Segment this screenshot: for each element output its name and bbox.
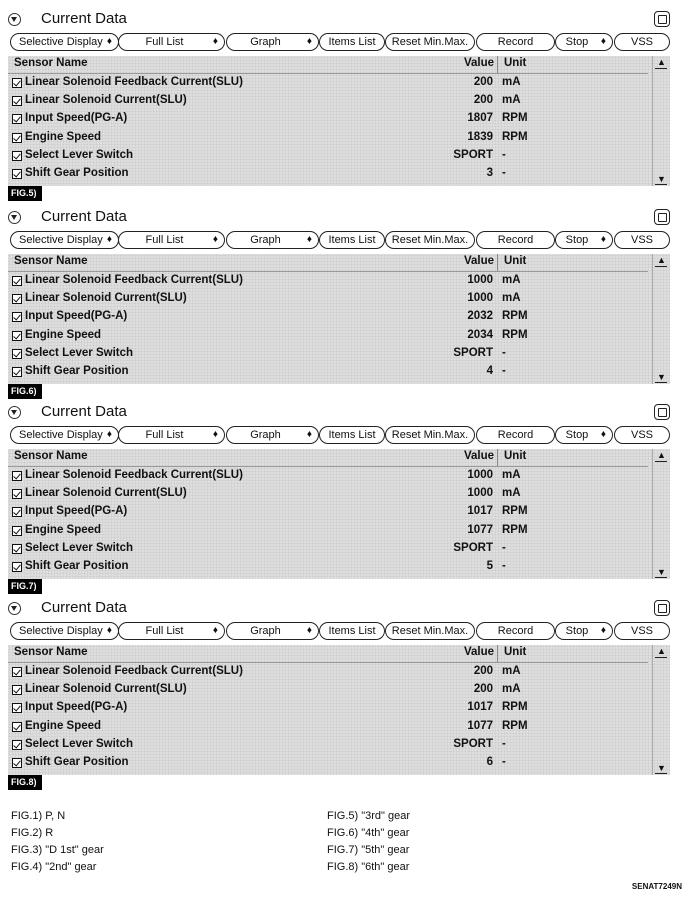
up-down-arrow-icon: ♦ (306, 625, 312, 636)
sensor-value: SPORT (453, 346, 493, 359)
caption-fig2: FIG.2) R (11, 827, 54, 839)
window-restore-icon[interactable] (654, 209, 670, 225)
table-row[interactable] (8, 682, 648, 700)
toolbar (8, 231, 670, 250)
current-data-panel (8, 10, 670, 198)
column-divider[interactable] (497, 254, 498, 271)
items-list-button-label: Items List (328, 36, 376, 48)
grid-header (8, 56, 648, 74)
sensor-name: Input Speed(PG-A) (25, 701, 128, 714)
sensor-unit: RPM (502, 523, 528, 536)
sensor-unit: mA (502, 274, 521, 286)
sensor-value: 1017 (467, 701, 493, 714)
table-row[interactable] (8, 93, 648, 111)
table-row[interactable] (8, 309, 648, 327)
figure-tag: FIG.7) (8, 579, 42, 594)
scroll-down-arrow-icon[interactable]: ▼ (657, 763, 666, 773)
grid-header (8, 254, 648, 272)
toolbar (8, 426, 670, 445)
table-row[interactable] (8, 523, 648, 541)
table-row[interactable] (8, 468, 648, 486)
stop-dropdown[interactable] (555, 33, 613, 51)
table-row[interactable] (8, 559, 648, 577)
sensor-value: 2034 (467, 328, 493, 341)
table-row[interactable] (8, 700, 648, 718)
figure-tag: FIG.6) (8, 384, 42, 399)
items-list-button[interactable] (319, 231, 385, 249)
sensor-value: 1017 (467, 505, 493, 518)
checkbox-checked-icon[interactable] (12, 133, 22, 143)
up-down-arrow-icon: ♦ (306, 429, 312, 440)
selective-display-dropdown[interactable] (10, 622, 119, 640)
sensor-unit: RPM (502, 328, 528, 341)
graph-dropdown-label: Graph (250, 36, 281, 48)
sensor-unit: - (502, 756, 506, 768)
column-divider[interactable] (497, 645, 498, 662)
table-row[interactable] (8, 664, 648, 682)
up-down-arrow-icon: ♦ (600, 429, 606, 440)
sensor-name: Linear Solenoid Feedback Current(SLU) (25, 76, 243, 88)
sensor-value: 1077 (467, 719, 493, 732)
checkbox-checked-icon[interactable] (12, 471, 22, 481)
caption-fig7: FIG.7) "5th" gear (327, 844, 410, 856)
panel-title: Current Data (41, 10, 127, 27)
checkbox-checked-icon[interactable] (12, 489, 22, 499)
checkbox-checked-icon[interactable] (12, 685, 22, 695)
caption-fig4: FIG.4) "2nd" gear (11, 861, 97, 873)
up-down-arrow-icon: ♦ (212, 36, 218, 47)
up-down-arrow-icon: ♦ (106, 429, 112, 440)
items-list-button-label: Items List (328, 234, 376, 246)
sensor-unit: - (502, 365, 506, 377)
document-code: SENAT7249N (631, 882, 682, 891)
scroll-down-arrow-icon[interactable]: ▼ (657, 567, 666, 577)
col-sensor-name[interactable]: Sensor Name (14, 450, 88, 462)
record-button[interactable] (476, 231, 555, 249)
sensor-unit: RPM (502, 505, 528, 518)
record-button-label: Record (497, 625, 534, 637)
col-unit[interactable]: Unit (504, 255, 527, 267)
sensor-name: Input Speed(PG-A) (25, 310, 128, 323)
table-row[interactable] (8, 111, 648, 129)
sensor-value: 2032 (467, 310, 493, 323)
data-grid (8, 254, 670, 384)
checkbox-checked-icon[interactable] (12, 667, 22, 677)
sensor-value: 1000 (467, 469, 493, 481)
full-list-dropdown[interactable] (118, 33, 225, 51)
sensor-value: 5 (486, 560, 493, 572)
sensor-unit: mA (502, 665, 521, 677)
scroll-up-line (655, 68, 667, 69)
scroll-down-line (655, 773, 667, 774)
sensor-name: Engine Speed (25, 719, 102, 732)
sensor-value: 1077 (467, 523, 493, 536)
reset-min-max-button-label: Reset Min.Max. (391, 429, 469, 441)
selective-display-dropdown-label: Selective Display (19, 625, 103, 637)
table-row[interactable] (8, 166, 648, 184)
scroll-up-line (655, 266, 667, 267)
up-down-arrow-icon: ♦ (212, 429, 218, 440)
sensor-name: Engine Speed (25, 523, 102, 536)
figure-tag: FIG.5) (8, 186, 42, 201)
up-down-arrow-icon: ♦ (600, 234, 606, 245)
sensor-value: SPORT (453, 737, 493, 750)
graph-dropdown[interactable] (226, 622, 319, 640)
graph-dropdown[interactable] (226, 426, 319, 444)
up-down-arrow-icon: ♦ (306, 234, 312, 245)
selective-display-dropdown[interactable] (10, 231, 119, 249)
record-button[interactable] (476, 426, 555, 444)
caption-fig1: FIG.1) P, N (11, 810, 66, 822)
table-row[interactable] (8, 75, 648, 93)
sensor-unit: - (502, 737, 506, 750)
col-value[interactable]: Value (464, 646, 495, 658)
record-button-label: Record (497, 234, 534, 246)
collapse-triangle-icon[interactable] (8, 211, 21, 224)
checkbox-checked-icon[interactable] (12, 312, 22, 322)
up-down-arrow-icon: ♦ (306, 36, 312, 47)
sensor-unit: RPM (502, 112, 528, 125)
sensor-name: Linear Solenoid Current(SLU) (25, 683, 187, 696)
record-button-label: Record (497, 429, 534, 441)
sensor-unit: RPM (502, 701, 528, 714)
checkbox-checked-icon[interactable] (12, 114, 22, 124)
up-down-arrow-icon: ♦ (106, 36, 112, 47)
checkbox-checked-icon[interactable] (12, 562, 22, 572)
checkbox-checked-icon[interactable] (12, 526, 22, 536)
up-down-arrow-icon: ♦ (212, 625, 218, 636)
sensor-name: Select Lever Switch (25, 541, 134, 554)
vss-button[interactable] (614, 33, 670, 51)
checkbox-checked-icon[interactable] (12, 78, 22, 88)
sensor-name: Linear Solenoid Feedback Current(SLU) (25, 274, 243, 286)
current-data-panel (8, 599, 670, 787)
selective-display-dropdown-label: Selective Display (19, 429, 103, 441)
sensor-name: Linear Solenoid Feedback Current(SLU) (25, 665, 243, 677)
scrollbar[interactable] (652, 645, 670, 775)
toolbar (8, 33, 670, 52)
stop-dropdown-label: Stop (565, 429, 589, 441)
checkbox-checked-icon[interactable] (12, 544, 22, 554)
window-restore-icon[interactable] (654, 404, 670, 420)
checkbox-checked-icon[interactable] (12, 151, 22, 161)
collapse-triangle-icon[interactable] (8, 602, 21, 615)
sensor-value: 1000 (467, 487, 493, 500)
sensor-unit: - (502, 346, 506, 359)
up-down-arrow-icon: ♦ (600, 36, 606, 47)
sensor-name: Shift Gear Position (25, 756, 129, 768)
data-grid (8, 449, 670, 579)
reset-min-max-button[interactable] (385, 622, 475, 640)
items-list-button[interactable] (319, 426, 385, 444)
sensor-value: 200 (473, 665, 493, 677)
reset-min-max-button[interactable] (385, 33, 475, 51)
items-list-button[interactable] (319, 622, 385, 640)
items-list-button[interactable] (319, 33, 385, 51)
grid-header (8, 645, 648, 663)
sensor-value: SPORT (453, 541, 493, 554)
record-button-label: Record (497, 36, 534, 48)
table-row[interactable] (8, 541, 648, 559)
vss-button-label: VSS (630, 234, 653, 246)
col-value[interactable]: Value (464, 57, 495, 69)
window-restore-icon[interactable] (654, 11, 670, 27)
full-list-dropdown[interactable] (118, 426, 225, 444)
col-value[interactable]: Value (464, 450, 495, 462)
sensor-unit: - (502, 541, 506, 554)
sensor-name: Engine Speed (25, 130, 102, 143)
checkbox-checked-icon[interactable] (12, 331, 22, 341)
sensor-value: 4 (486, 365, 493, 377)
panel-title: Current Data (41, 599, 127, 616)
panel-titlebar (8, 403, 670, 427)
current-data-panel (8, 208, 670, 396)
sensor-name: Linear Solenoid Current(SLU) (25, 94, 187, 107)
sensor-name: Select Lever Switch (25, 148, 134, 161)
table-row[interactable] (8, 291, 648, 309)
scroll-up-arrow-icon[interactable]: ▲ (657, 450, 666, 460)
up-down-arrow-icon: ♦ (600, 625, 606, 636)
sensor-unit: mA (502, 469, 521, 481)
sensor-unit: mA (502, 487, 521, 500)
scroll-down-line (655, 382, 667, 383)
caption-fig6: FIG.6) "4th" gear (327, 827, 410, 839)
sensor-unit: mA (502, 76, 521, 88)
table-row[interactable] (8, 755, 648, 773)
data-grid (8, 56, 670, 186)
vss-button-label: VSS (630, 625, 653, 637)
sensor-unit: mA (502, 292, 521, 305)
checkbox-checked-icon[interactable] (12, 703, 22, 713)
scrollbar[interactable] (652, 56, 670, 186)
stop-dropdown-label: Stop (565, 625, 589, 637)
stop-dropdown-label: Stop (565, 234, 589, 246)
sensor-name: Input Speed(PG-A) (25, 112, 128, 125)
up-down-arrow-icon: ♦ (212, 234, 218, 245)
vss-button[interactable] (614, 231, 670, 249)
table-row[interactable] (8, 130, 648, 148)
vss-button-label: VSS (630, 36, 653, 48)
scroll-up-arrow-icon[interactable]: ▲ (657, 255, 666, 265)
checkbox-checked-icon[interactable] (12, 169, 22, 179)
sensor-value: 200 (473, 76, 493, 88)
sensor-name: Select Lever Switch (25, 346, 134, 359)
stop-dropdown[interactable] (555, 426, 613, 444)
sensor-unit: RPM (502, 310, 528, 323)
sensor-value: 3 (486, 167, 493, 179)
graph-dropdown-label: Graph (250, 429, 281, 441)
sensor-value: 1839 (467, 130, 493, 143)
sensor-unit: RPM (502, 719, 528, 732)
full-list-dropdown-label: Full List (145, 625, 184, 637)
selective-display-dropdown-label: Selective Display (19, 36, 103, 48)
checkbox-checked-icon[interactable] (12, 722, 22, 732)
scroll-down-arrow-icon[interactable]: ▼ (657, 372, 666, 382)
table-row[interactable] (8, 737, 648, 755)
table-row[interactable] (8, 719, 648, 737)
reset-min-max-button-label: Reset Min.Max. (391, 625, 469, 637)
checkbox-checked-icon[interactable] (12, 758, 22, 768)
panel-title: Current Data (41, 208, 127, 225)
scroll-down-arrow-icon[interactable]: ▼ (657, 174, 666, 184)
selective-display-dropdown[interactable] (10, 426, 119, 444)
sensor-name: Input Speed(PG-A) (25, 505, 128, 518)
sensor-unit: - (502, 148, 506, 161)
up-down-arrow-icon: ♦ (106, 625, 112, 636)
items-list-button-label: Items List (328, 429, 376, 441)
graph-dropdown[interactable] (226, 33, 319, 51)
scroll-down-line (655, 184, 667, 185)
sensor-name: Shift Gear Position (25, 560, 129, 572)
reset-min-max-button-label: Reset Min.Max. (391, 36, 469, 48)
scrollbar[interactable] (652, 449, 670, 579)
items-list-button-label: Items List (328, 625, 376, 637)
table-row[interactable] (8, 486, 648, 504)
toolbar (8, 622, 670, 641)
col-sensor-name[interactable]: Sensor Name (14, 57, 88, 69)
record-button[interactable] (476, 622, 555, 640)
sensor-value: 200 (473, 94, 493, 107)
full-list-dropdown-label: Full List (145, 36, 184, 48)
figure-tag: FIG.8) (8, 775, 42, 790)
sensor-value: 1000 (467, 274, 493, 286)
panel-title: Current Data (41, 403, 127, 420)
scroll-up-arrow-icon[interactable]: ▲ (657, 57, 666, 67)
sensor-name: Shift Gear Position (25, 365, 129, 377)
table-row[interactable] (8, 328, 648, 346)
scrollbar[interactable] (652, 254, 670, 384)
graph-dropdown-label: Graph (250, 625, 281, 637)
scroll-up-line (655, 657, 667, 658)
sensor-name: Select Lever Switch (25, 737, 134, 750)
table-row[interactable] (8, 148, 648, 166)
col-unit[interactable]: Unit (504, 57, 527, 69)
data-grid (8, 645, 670, 775)
checkbox-checked-icon[interactable] (12, 349, 22, 359)
vss-button[interactable] (614, 622, 670, 640)
reset-min-max-button[interactable] (385, 231, 475, 249)
scroll-down-line (655, 577, 667, 578)
reset-min-max-button[interactable] (385, 426, 475, 444)
panel-titlebar (8, 599, 670, 623)
sensor-name: Shift Gear Position (25, 167, 129, 179)
reset-min-max-button-label: Reset Min.Max. (391, 234, 469, 246)
stop-dropdown[interactable] (555, 622, 613, 640)
selective-display-dropdown-label: Selective Display (19, 234, 103, 246)
sensor-value: SPORT (453, 148, 493, 161)
record-button[interactable] (476, 33, 555, 51)
grid-header (8, 449, 648, 467)
sensor-value: 200 (473, 683, 493, 696)
vss-button-label: VSS (630, 429, 653, 441)
caption-fig8: FIG.8) "6th" gear (327, 861, 410, 873)
sensor-unit: - (502, 560, 506, 572)
caption-fig3: FIG.3) "D 1st" gear (11, 844, 104, 856)
col-unit[interactable]: Unit (504, 646, 527, 658)
sensor-unit: mA (502, 94, 521, 107)
column-divider[interactable] (497, 449, 498, 466)
checkbox-checked-icon[interactable] (12, 96, 22, 106)
collapse-triangle-icon[interactable] (8, 13, 21, 26)
checkbox-checked-icon[interactable] (12, 367, 22, 377)
scroll-up-line (655, 461, 667, 462)
graph-dropdown-label: Graph (250, 234, 281, 246)
sensor-name: Engine Speed (25, 328, 102, 341)
sensor-value: 1000 (467, 292, 493, 305)
checkbox-checked-icon[interactable] (12, 276, 22, 286)
sensor-name: Linear Solenoid Current(SLU) (25, 292, 187, 305)
panel-titlebar (8, 10, 670, 34)
sensor-unit: mA (502, 683, 521, 696)
table-row[interactable] (8, 273, 648, 291)
scroll-up-arrow-icon[interactable]: ▲ (657, 646, 666, 656)
full-list-dropdown-label: Full List (145, 234, 184, 246)
table-row[interactable] (8, 504, 648, 522)
vss-button[interactable] (614, 426, 670, 444)
panel-titlebar (8, 208, 670, 232)
sensor-value: 1807 (467, 112, 493, 125)
full-list-dropdown[interactable] (118, 622, 225, 640)
full-list-dropdown[interactable] (118, 231, 225, 249)
checkbox-checked-icon[interactable] (12, 507, 22, 517)
stop-dropdown-label: Stop (565, 36, 589, 48)
collapse-triangle-icon[interactable] (8, 406, 21, 419)
selective-display-dropdown[interactable] (10, 33, 119, 51)
sensor-name: Linear Solenoid Feedback Current(SLU) (25, 469, 243, 481)
stop-dropdown[interactable] (555, 231, 613, 249)
col-sensor-name[interactable]: Sensor Name (14, 646, 88, 658)
sensor-name: Linear Solenoid Current(SLU) (25, 487, 187, 500)
checkbox-checked-icon[interactable] (12, 294, 22, 304)
current-data-panel (8, 403, 670, 591)
graph-dropdown[interactable] (226, 231, 319, 249)
checkbox-checked-icon[interactable] (12, 740, 22, 750)
col-unit[interactable]: Unit (504, 450, 527, 462)
full-list-dropdown-label: Full List (145, 429, 184, 441)
table-row[interactable] (8, 364, 648, 382)
column-divider[interactable] (497, 56, 498, 73)
sensor-unit: RPM (502, 130, 528, 143)
table-row[interactable] (8, 346, 648, 364)
sensor-unit: - (502, 167, 506, 179)
window-restore-icon[interactable] (654, 600, 670, 616)
sensor-value: 6 (486, 756, 493, 768)
up-down-arrow-icon: ♦ (106, 234, 112, 245)
col-value[interactable]: Value (464, 255, 495, 267)
caption-fig5: FIG.5) "3rd" gear (327, 810, 411, 822)
col-sensor-name[interactable]: Sensor Name (14, 255, 88, 267)
